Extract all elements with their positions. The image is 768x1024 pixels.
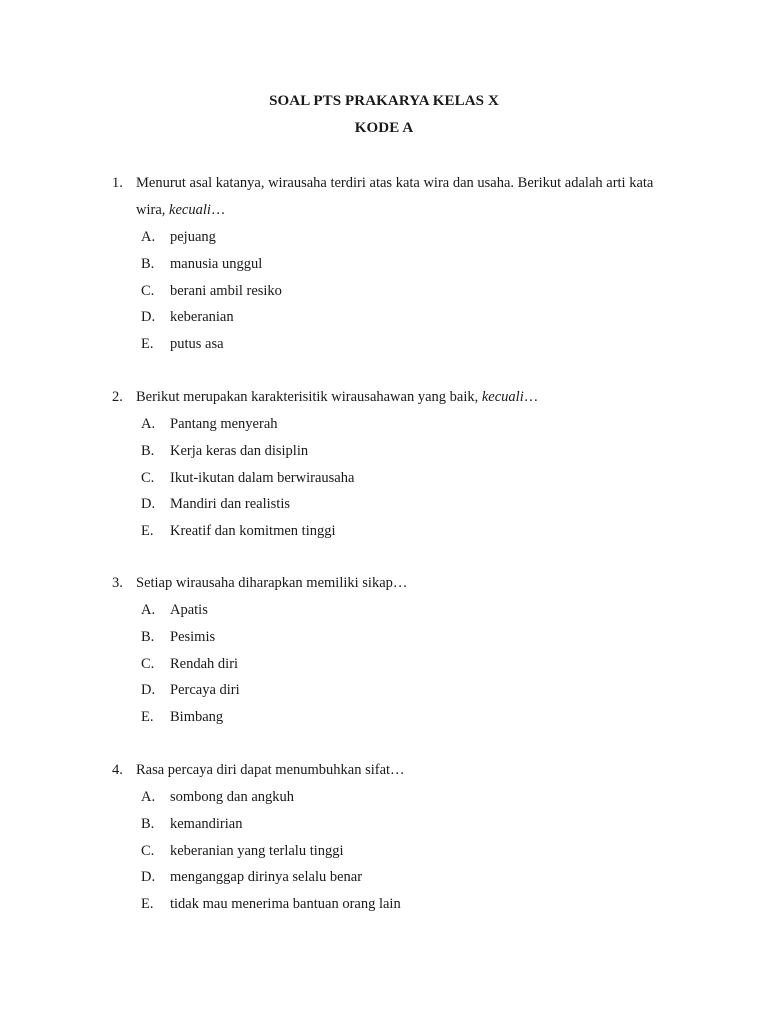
option-text: keberanian yang terlalu tinggi: [170, 842, 344, 859]
question-1: [112, 170, 682, 358]
question-text-main: Menurut asal katanya, wirausaha terdiri atas kata wira dan usaha. Berikut adalah arti kata wira,: [136, 175, 654, 218]
option-c[interactable]: [112, 465, 682, 492]
option-text: Apatis: [170, 602, 208, 618]
option-text: menganggap dirinya selalu benar: [170, 869, 363, 886]
option-e[interactable]: [112, 331, 682, 358]
option-text: sombong dan angkuh: [170, 789, 295, 805]
option-text: Pantang menyerah: [170, 416, 278, 432]
option-text: berani ambil resiko: [170, 282, 282, 299]
option-e[interactable]: [112, 704, 682, 731]
option-a[interactable]: [112, 224, 682, 251]
question-number: 1.: [112, 175, 123, 191]
option-letter: D.: [141, 682, 156, 699]
option-c[interactable]: [112, 838, 682, 865]
options-list: [112, 597, 682, 731]
option-b[interactable]: [112, 251, 682, 278]
option-letter: D.: [141, 309, 156, 326]
option-text: Rendah diri: [170, 655, 239, 672]
question-text: [136, 170, 682, 224]
option-text: Mandiri dan realistis: [170, 496, 291, 513]
option-letter: E.: [141, 896, 154, 913]
option-text: Pesimis: [170, 628, 216, 645]
option-text: pejuang: [170, 229, 216, 245]
option-text: manusia unggul: [170, 255, 263, 272]
question-text: [136, 384, 682, 411]
option-b[interactable]: [112, 438, 682, 465]
option-text: Percaya diri: [170, 682, 240, 699]
option-letter: C.: [141, 842, 155, 859]
option-letter: E.: [141, 709, 154, 726]
question-2: [112, 384, 682, 545]
question-number: 4.: [112, 762, 123, 778]
option-text: putus asa: [170, 336, 224, 353]
option-d[interactable]: [112, 864, 682, 891]
option-e[interactable]: [112, 518, 682, 545]
option-letter: C.: [141, 469, 155, 486]
option-letter: A.: [141, 416, 156, 432]
options-list: [112, 784, 682, 918]
option-letter: E.: [141, 523, 154, 540]
option-d[interactable]: [112, 677, 682, 704]
option-letter: B.: [141, 255, 155, 272]
question-text-italic: kecuali: [169, 202, 211, 218]
question-text-italic: kecuali: [481, 389, 524, 405]
option-e[interactable]: [112, 891, 682, 918]
option-letter: B.: [141, 442, 155, 459]
question-3: [112, 570, 682, 731]
option-text: Kerja keras dan disiplin: [170, 442, 309, 459]
option-text: tidak mau menerima bantuan orang lain: [170, 896, 401, 913]
option-letter: C.: [141, 655, 155, 672]
question-number: 2.: [112, 389, 123, 405]
option-text: Kreatif dan komitmen tinggi: [170, 523, 336, 540]
option-letter: E.: [141, 336, 154, 353]
option-text: kemandirian: [170, 815, 243, 832]
option-a[interactable]: [112, 784, 682, 811]
document-title: SOAL PTS PRAKARYA KELAS X: [269, 93, 499, 109]
option-text: Ikut-ikutan dalam berwirausaha: [170, 469, 355, 486]
option-letter: D.: [141, 496, 156, 513]
question-text-end: …: [523, 389, 539, 405]
question-stem: [112, 570, 682, 597]
question-stem: [112, 384, 682, 411]
document-code: KODE A: [354, 120, 414, 136]
question-stem: [112, 170, 682, 224]
option-text: keberanian: [170, 309, 234, 326]
option-d[interactable]: [112, 491, 682, 518]
option-letter: A.: [141, 789, 156, 805]
option-letter: C.: [141, 282, 155, 299]
option-a[interactable]: [112, 411, 682, 438]
option-d[interactable]: [112, 304, 682, 331]
option-letter: A.: [141, 229, 156, 245]
question-text-main: Berikut merupakan karakterisitik wirausahawan yang baik,: [136, 389, 482, 405]
options-list: [112, 411, 682, 545]
option-c[interactable]: [112, 278, 682, 305]
option-c[interactable]: [112, 651, 682, 678]
option-letter: B.: [141, 815, 155, 832]
options-list: [112, 224, 682, 358]
question-text: [136, 570, 682, 597]
option-a[interactable]: [112, 597, 682, 624]
option-letter: D.: [141, 869, 156, 886]
question-text-main: Setiap wirausaha diharapkan memiliki sikap…: [136, 575, 408, 591]
question-4: [112, 757, 682, 918]
option-b[interactable]: [112, 624, 682, 651]
option-text: Bimbang: [170, 709, 224, 726]
question-text-end: …: [210, 202, 226, 218]
question-text: [136, 757, 682, 784]
question-number: 3.: [112, 575, 123, 591]
question-stem: [112, 757, 682, 784]
option-letter: B.: [141, 628, 155, 645]
question-text-main: Rasa percaya diri dapat menumbuhkan sifat…: [136, 762, 405, 778]
option-b[interactable]: [112, 811, 682, 838]
option-letter: A.: [141, 602, 156, 618]
